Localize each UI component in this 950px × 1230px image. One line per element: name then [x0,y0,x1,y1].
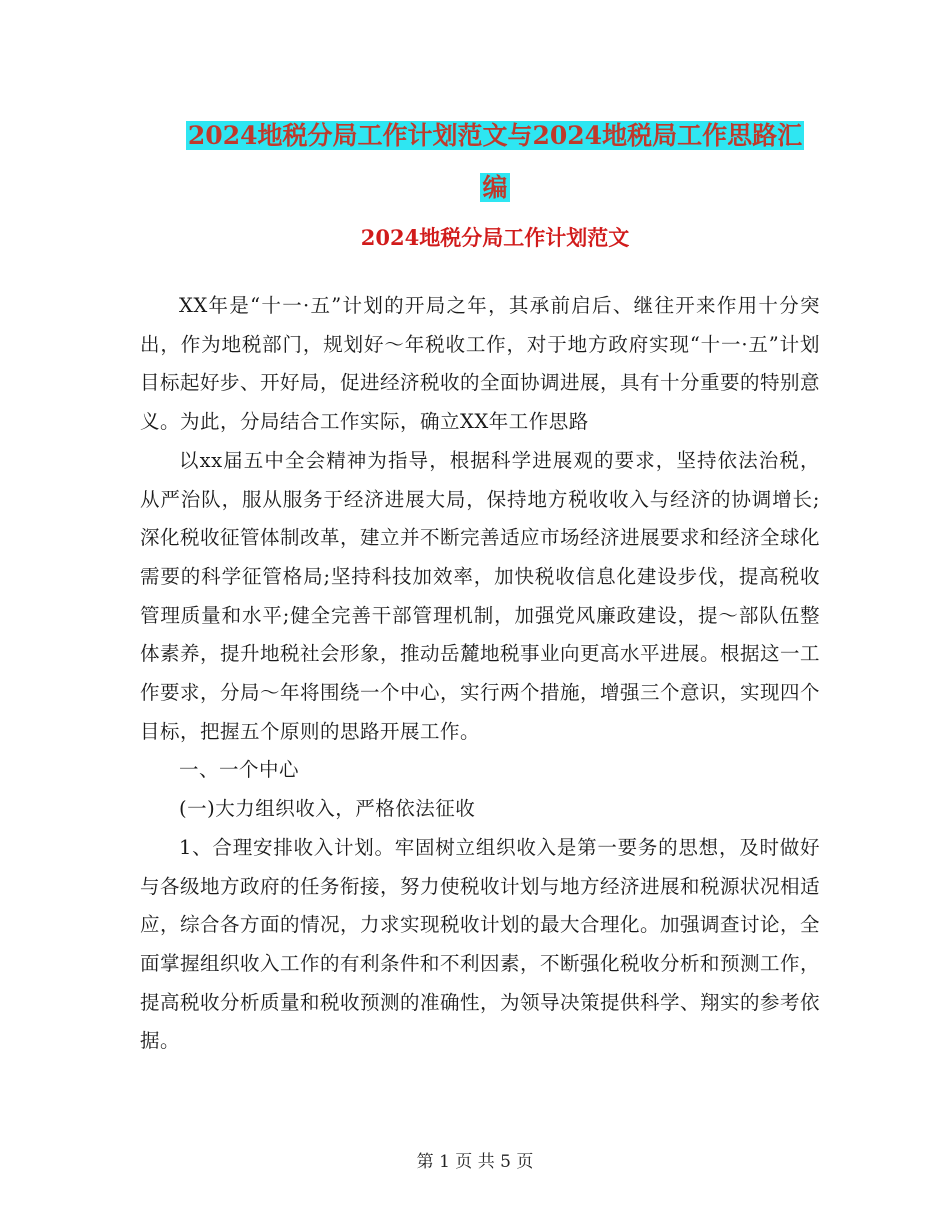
subheading-organize-income: (一)大力组织收入，严格依法征收 [179,797,476,821]
page-footer: 第 1 页 共 5 页 [416,1152,534,1172]
paragraph-income-plan: 1、合理安排收入计划。牢固树立组织收入是第一要务的思想，及时做好与各级地方政府的任务衔接，努力使税收计划与地方经济进展和税源状况相适应，综合各方面的情况，力求实现税收计划的最大合理化。加强调查讨论，全面掌握组织收入工作的有利条件和不利因素，不断强化税收分析和预测工作，提高税收分析质量和税收预测的准确性，为领导决策提供科学、翔实的参考依据。 [140,835,821,1053]
document-body [140,287,820,1061]
title-line-1: 2024地税分局工作计划范文与2024地税局工作思路汇 [187,121,803,150]
heading-one-center: 一、一个中心 [179,758,300,782]
document-title [140,110,850,214]
paragraph-guideline: 以xx届五中全会精神为指导，根据科学进展观的要求，坚持依法治税，从严治队，服从服务于经济进展大局，保持地方税收收入与经济的协调增长;深化税收征管体制改革，建立并不断完善适应市场经济进展要求和经济全球化需要的科学征管格局;坚持科技加效率，加快税收信息化建设步伐，提高税收管理质量和水平;健全完善干部管理机制，加强党风廉政建设，提～部队伍整体素养，提升地税社会形象，推动岳麓地税事业向更高水平进展。根据这一工作要求，分局～年将围绕一个中心，实行两个措施，增强三个意识，实现四个目标，把握五个原则的思路开展工作。 [140,448,821,743]
title-line-2: 编 [482,173,508,202]
paragraph-intro: XX年是“十一·五”计划的开局之年，其承前启后、继往开来作用十分突出，作为地税部门，规划好～年税收工作，对于地方政府实现“十一·五”计划目标起好步、开好局，促进经济税收的全面协调进展，具有十分重要的特别意义。为此，分局结合工作实际，确立XX年工作思路 [140,294,821,434]
section-title: 2024地税分局工作计划范文 [360,225,630,250]
